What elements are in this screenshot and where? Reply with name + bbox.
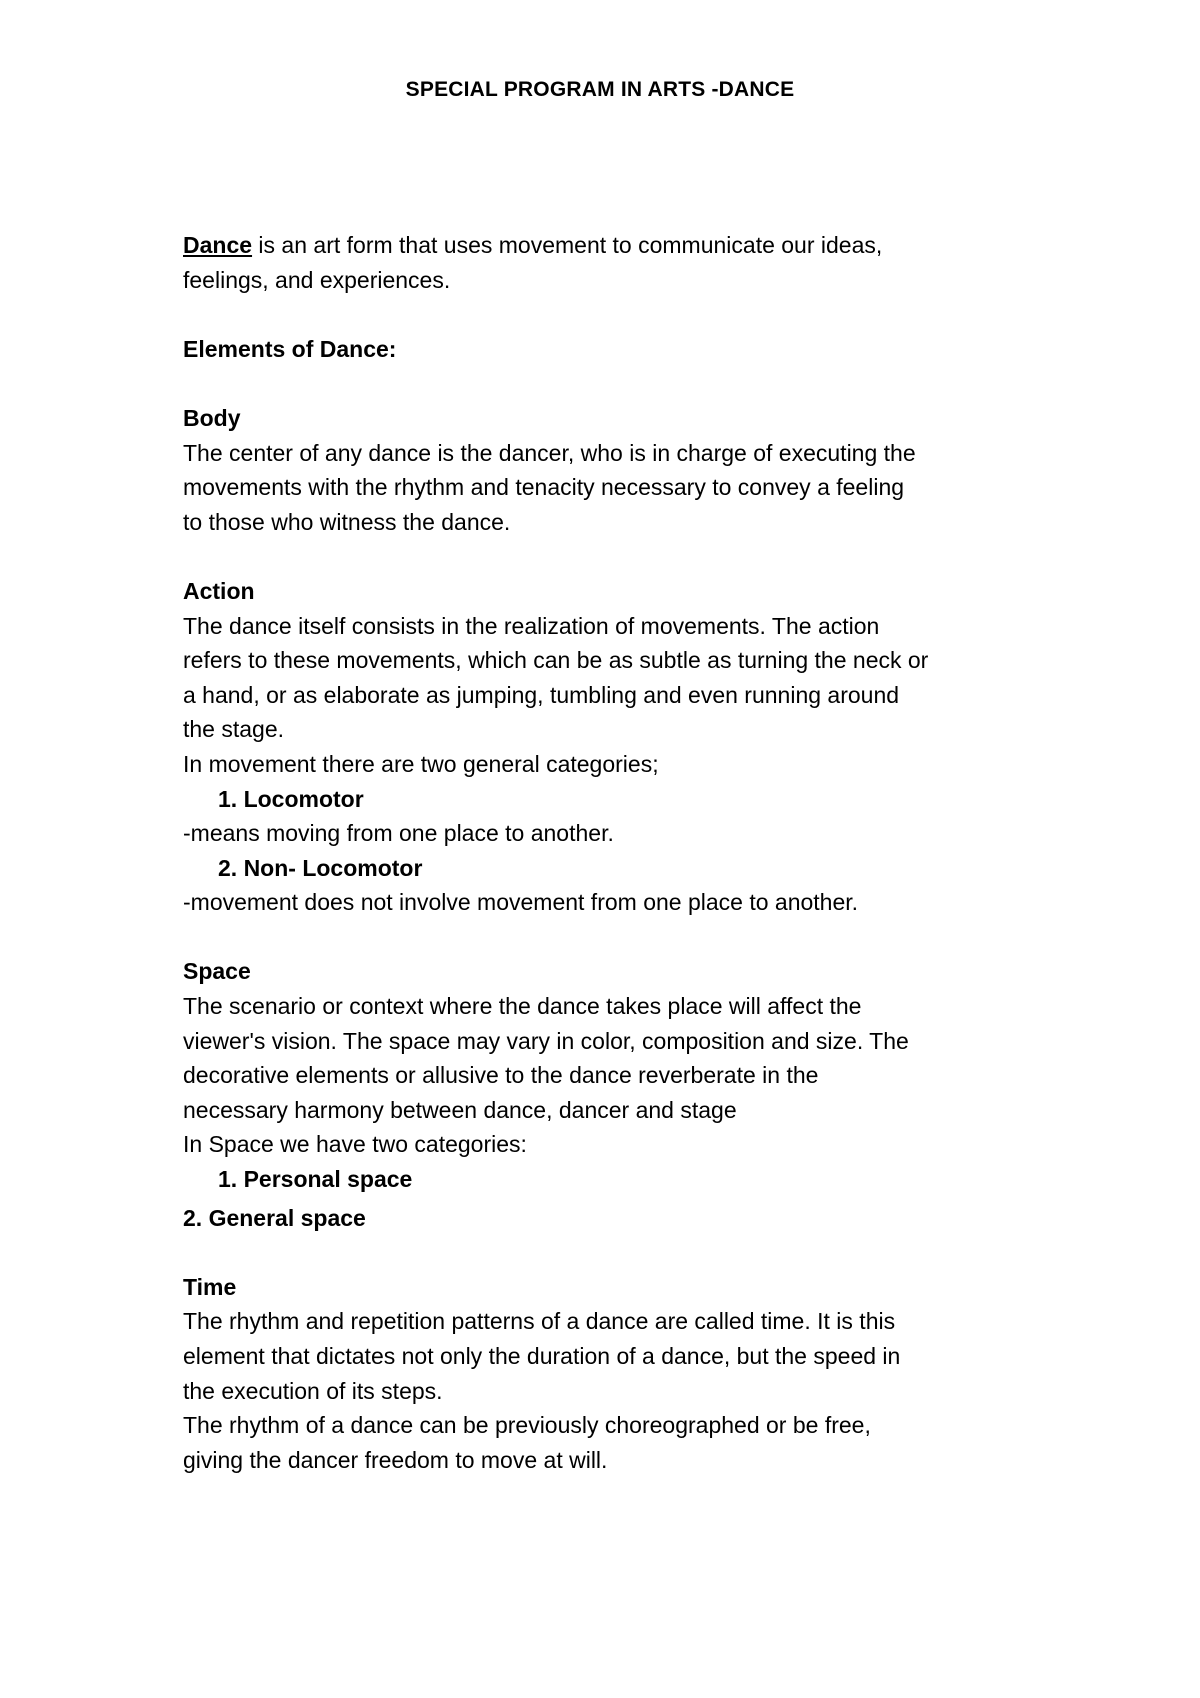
action-line: In movement there are two general categories; (183, 750, 659, 777)
time-line: giving the dancer freedom to move at will. (183, 1446, 608, 1473)
space-line: In Space we have two categories: (183, 1131, 527, 1158)
space-line: necessary harmony between dance, dancer and stage (183, 1096, 737, 1123)
body-line: The center of any dance is the dancer, who is in charge of executing the (183, 439, 916, 466)
document-title: SPECIAL PROGRAM IN ARTS -DANCE (405, 78, 795, 101)
body-line: to those who witness the dance. (183, 508, 511, 535)
space-line: decorative elements or allusive to the dance reverberate in the (183, 1062, 819, 1089)
action-line: a hand, or as elaborate as jumping, tumbling and even running around (183, 681, 900, 708)
time-line: the execution of its steps. (183, 1377, 443, 1404)
body-line: movements with the rhythm and tenacity necessary to convey a feeling (183, 474, 905, 501)
intro-line-1-text: is an art form that uses movement to communicate our ideas, (252, 232, 883, 258)
space-line: The scenario or context where the dance takes place will affect the (183, 993, 862, 1020)
space-line: viewer's vision. The space may vary in color, composition and size. The (183, 1027, 909, 1054)
action-line: the stage. (183, 716, 285, 743)
space-heading: Space (183, 958, 251, 985)
intro-line-1 (183, 228, 1063, 263)
action-list-desc: -movement does not involve movement from one place to another. (183, 889, 859, 916)
action-line: refers to these movements, which can be as subtle as turning the neck or (183, 647, 929, 674)
action-list-item: 2. Non- Locomotor (218, 854, 423, 881)
intro-line-2: feelings, and experiences. (183, 266, 451, 293)
time-line: The rhythm of a dance can be previously choreographed or be free, (183, 1412, 871, 1439)
action-line: The dance itself consists in the realization of movements. The action (183, 612, 880, 639)
action-list-desc: -means moving from one place to another. (183, 820, 614, 847)
time-heading: Time (183, 1273, 237, 1300)
time-line: The rhythm and repetition patterns of a dance are called time. It is this (183, 1308, 896, 1335)
elements-heading: Elements of Dance: (183, 335, 397, 362)
space-list-item: 1. Personal space (218, 1166, 413, 1193)
intro-term: Dance (183, 232, 253, 258)
action-list-item: 1. Locomotor (218, 785, 364, 812)
time-line: element that dictates not only the duration of a dance, but the speed in (183, 1343, 901, 1369)
space-list-item: 2. General space (183, 1204, 366, 1231)
document-body (183, 228, 1063, 1477)
action-heading: Action (183, 577, 255, 604)
body-heading: Body (183, 404, 241, 431)
